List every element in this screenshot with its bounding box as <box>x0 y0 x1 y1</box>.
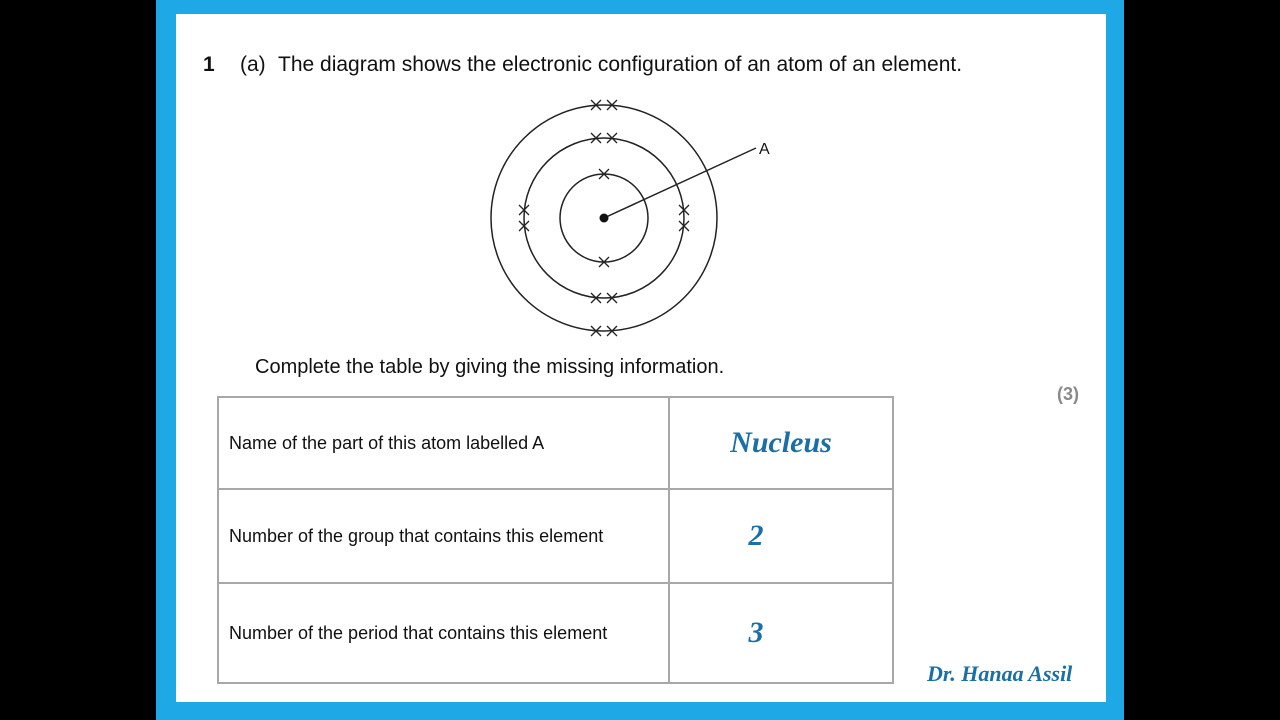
row-label: Number of the period that contains this element <box>218 583 669 683</box>
label-a-line <box>604 148 756 218</box>
marks-indicator: (3) <box>1057 384 1079 404</box>
row-label: Number of the group that contains this element <box>218 489 669 583</box>
question-number: 1 <box>203 53 215 76</box>
answer-table <box>217 396 894 684</box>
nucleus <box>600 214 609 223</box>
answer-cell[interactable]: 3 <box>669 583 893 683</box>
row-label: Name of the part of this atom labelled A <box>218 397 669 489</box>
question-part: (a) <box>240 53 266 76</box>
author-credit: Dr. Hanaa Assil <box>927 661 1073 686</box>
answer-cell[interactable]: 2 <box>669 489 893 583</box>
table-row <box>218 583 893 683</box>
table-row <box>218 489 893 583</box>
label-a: A <box>759 141 770 158</box>
answer-cell[interactable]: Nucleus <box>669 397 893 489</box>
question-text: The diagram shows the electronic configuration of an atom of an element. <box>278 53 963 76</box>
table-row <box>218 397 893 489</box>
instruction-text: Complete the table by giving the missing information. <box>255 356 725 378</box>
